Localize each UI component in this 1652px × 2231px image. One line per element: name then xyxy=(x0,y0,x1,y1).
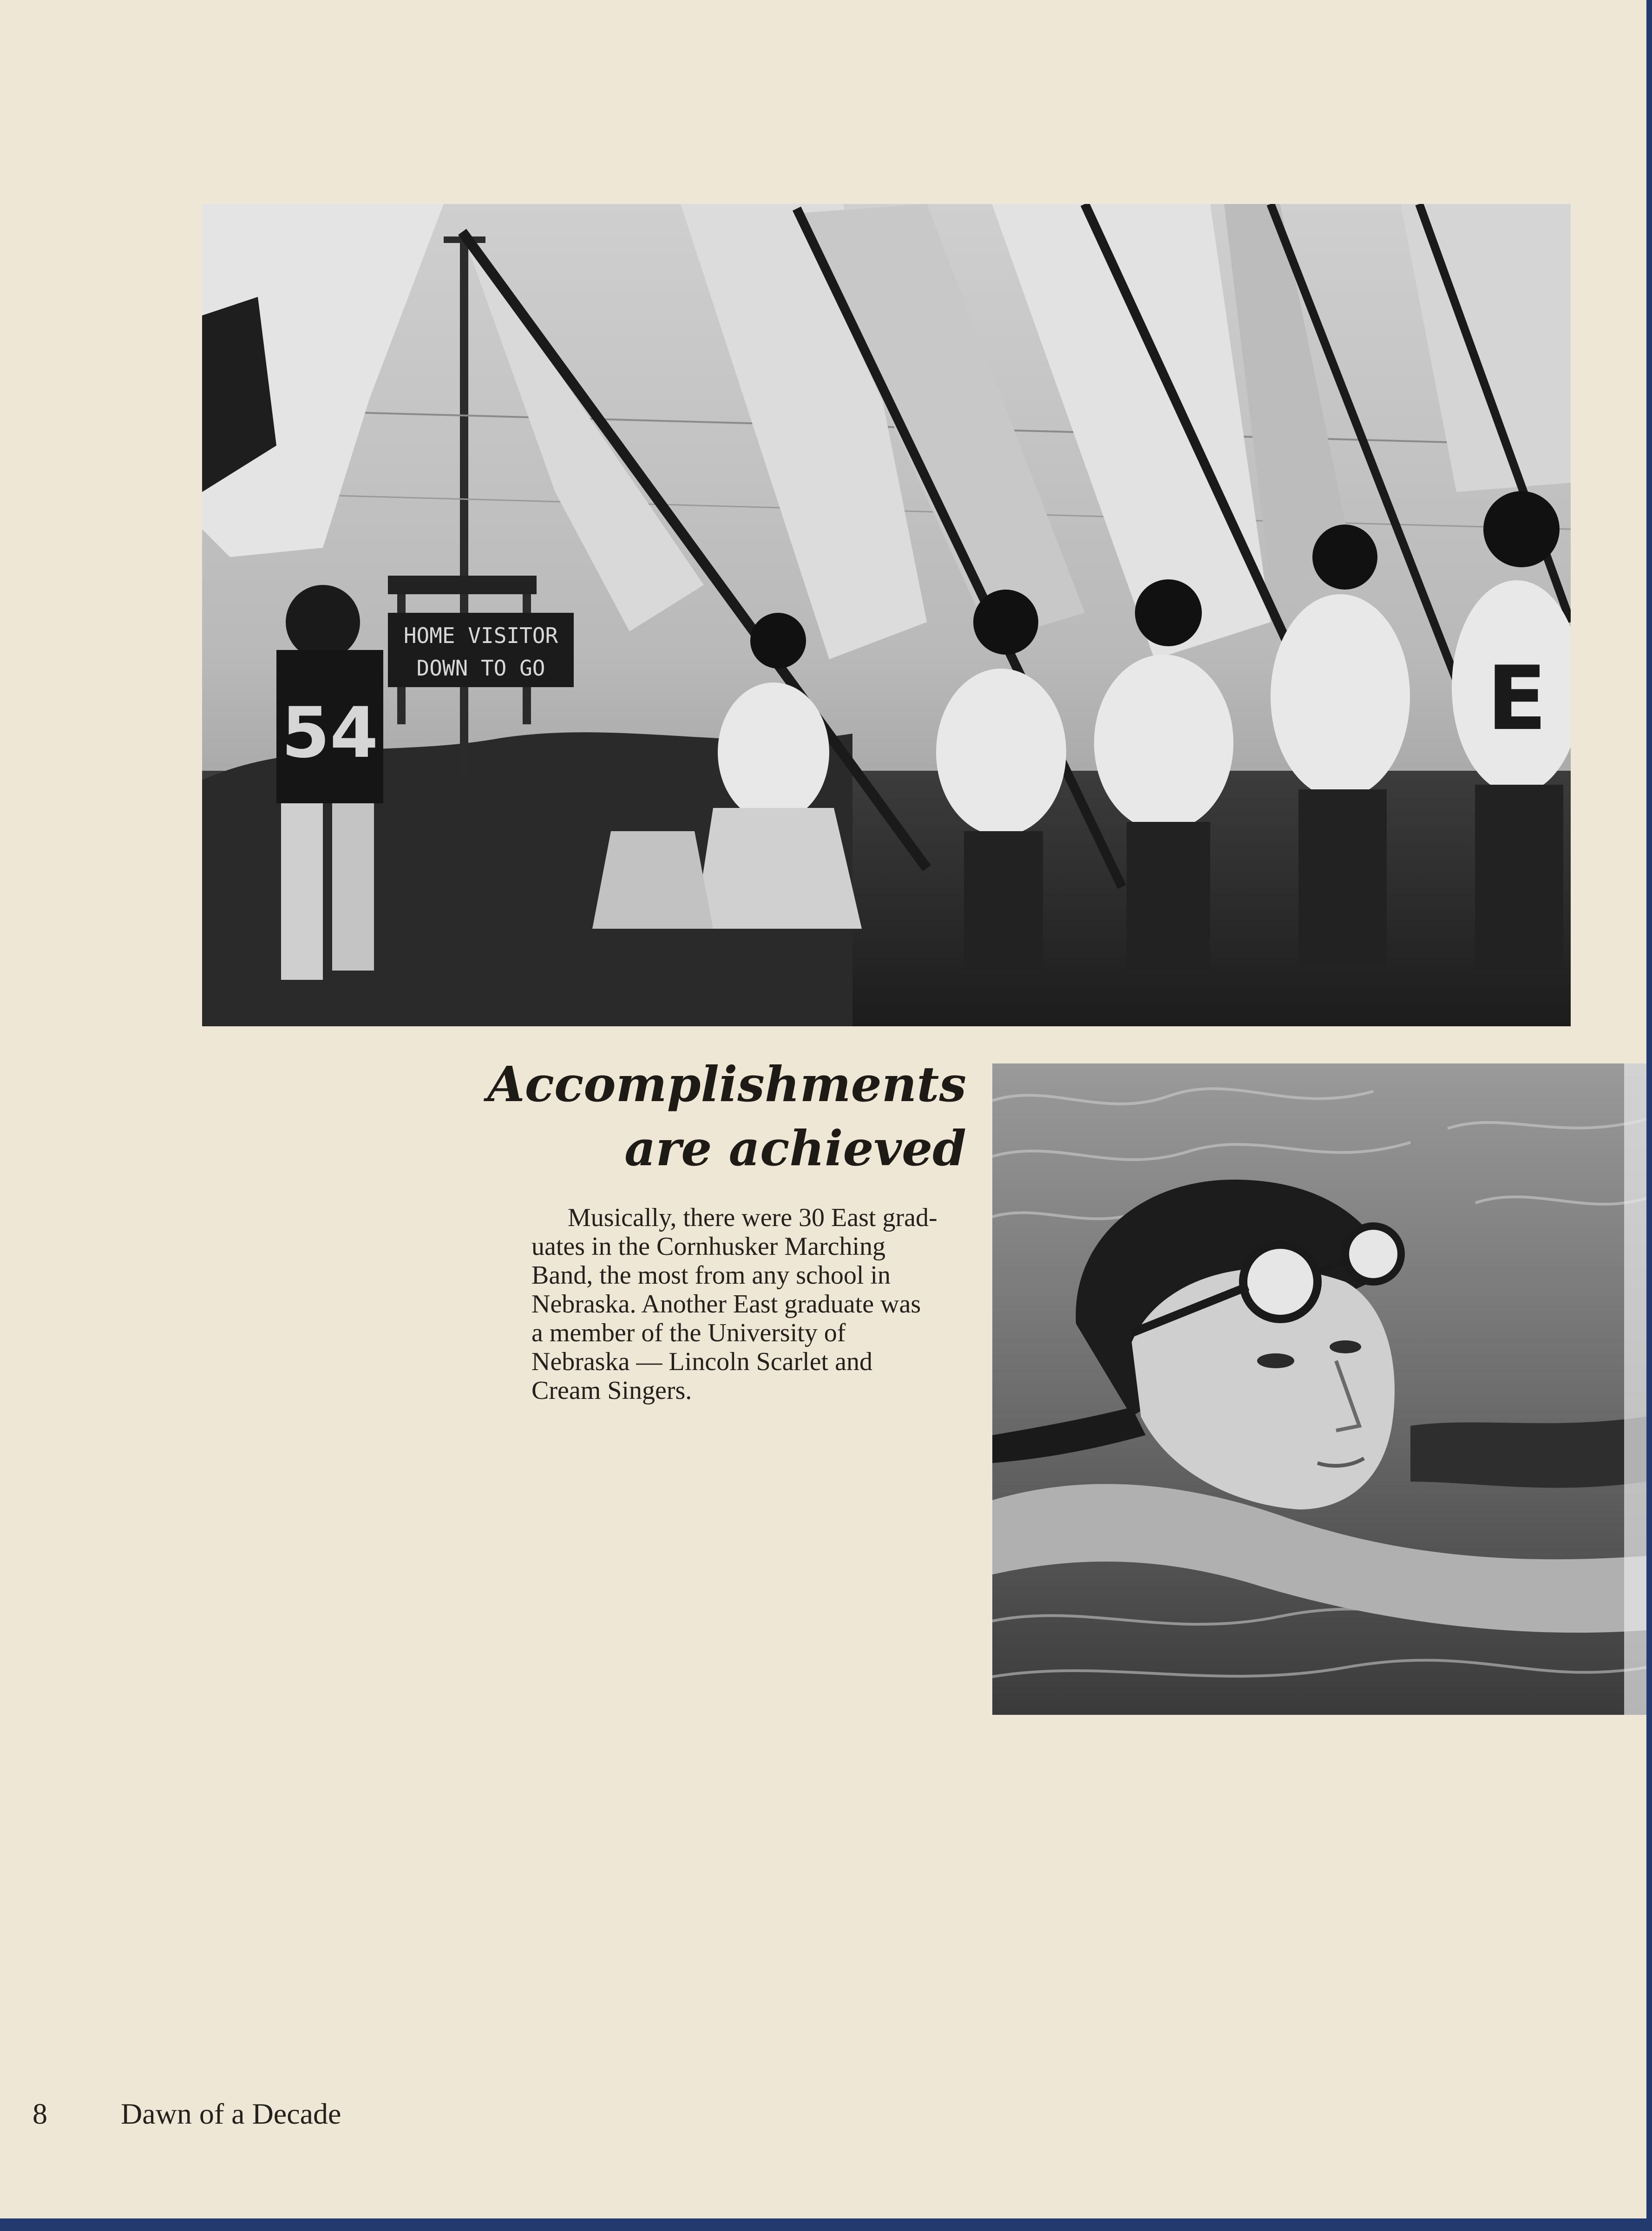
body-line: Musically, there were 30 East grad- xyxy=(568,1203,937,1232)
headline xyxy=(446,1052,966,1181)
body-line: Band, the most from any school in xyxy=(531,1261,891,1290)
flag-corps-jersey-letter: E xyxy=(1487,647,1547,750)
body-line: uates in the Cornhusker Marching xyxy=(531,1232,886,1261)
section-title: Dawn of a Decade xyxy=(121,2097,341,2130)
body-line: Nebraska. Another East graduate was xyxy=(531,1290,921,1319)
headline-line-1: Accomplishments xyxy=(487,1056,966,1113)
body-line: a member of the University of xyxy=(531,1319,846,1347)
swimmer-photo xyxy=(992,1063,1646,1715)
body-paragraph xyxy=(531,1203,964,1405)
page-footer xyxy=(33,2095,341,2133)
scoreboard-down-to-go: DOWN TO GO xyxy=(416,656,545,681)
scoreboard-home-visitor: HOME VISITOR xyxy=(403,623,558,648)
page-number: 8 xyxy=(33,2097,47,2130)
flag-corps-photo xyxy=(202,204,1571,1026)
body-line: Cream Singers. xyxy=(531,1376,692,1405)
body-line: Nebraska — Lincoln Scarlet and xyxy=(531,1347,872,1376)
headline-line-2: are achieved xyxy=(624,1120,966,1177)
football-jersey-number: 54 xyxy=(281,693,379,774)
